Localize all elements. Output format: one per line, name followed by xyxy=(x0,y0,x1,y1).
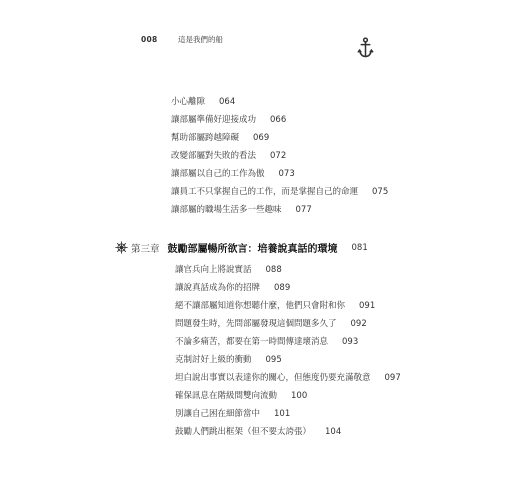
toc-entry-title: 別讓自己困在細節當中 xyxy=(175,409,261,419)
toc-entry-page: 092 xyxy=(350,319,367,329)
toc-entry-title: 讓說真話成為你的招牌 xyxy=(175,283,261,293)
toc-entry-page: 072 xyxy=(270,151,287,161)
toc-entry xyxy=(171,167,295,179)
toc-entry-title: 確保訊息在階級間雙向流動 xyxy=(175,391,278,401)
toc-entry xyxy=(175,335,358,347)
toc-entry-title: 讓部屬以自己的工作為傲 xyxy=(171,169,265,179)
toc-entry-title: 坦白說出事實以表達你的關心，但態度仍要充滿敬意 xyxy=(175,373,371,383)
toc-entry-page: 097 xyxy=(384,373,401,383)
toc-entry xyxy=(171,203,312,215)
toc-entry-page: 100 xyxy=(291,391,308,401)
toc-entry-title: 小心離隙 xyxy=(171,97,206,107)
toc-entry-page: 091 xyxy=(359,301,376,311)
toc-entry-title: 讓官兵向上將說實話 xyxy=(175,265,252,275)
toc-entry-title: 問題發生時，先問部屬發現這個問題多久了 xyxy=(175,319,337,329)
toc-entry xyxy=(175,353,282,365)
chapter-page: 081 xyxy=(351,242,368,253)
anchor-icon xyxy=(357,37,374,59)
toc-entry xyxy=(175,389,307,401)
toc-entry-page: 069 xyxy=(253,133,270,143)
toc-entry-page: 077 xyxy=(295,205,312,215)
toc-entry-page: 066 xyxy=(270,115,287,125)
toc-entry-title: 讓部屬準備好迎接成功 xyxy=(171,115,257,125)
toc-entry-title: 絕不讓部屬知道你想聽什麼，他們只會附和你 xyxy=(175,301,346,311)
chapter-heading xyxy=(115,240,368,255)
toc-entry-page: 104 xyxy=(325,427,342,437)
toc-entry xyxy=(175,281,290,293)
toc-entry-page: 089 xyxy=(274,283,291,293)
toc-entry-page: 088 xyxy=(265,265,282,275)
toc-entry-page: 095 xyxy=(265,355,282,365)
toc-entry-title: 讓員工不只掌握自己的工作，而是掌握自己的命運 xyxy=(171,187,359,197)
toc-entry xyxy=(175,371,401,383)
toc-entry-title: 克制討好上級的衝動 xyxy=(175,355,252,365)
toc-entry xyxy=(175,407,290,419)
toc-entry xyxy=(175,425,341,437)
page-number: 008 xyxy=(141,35,158,44)
toc-entry-page: 093 xyxy=(342,337,359,347)
chapter-title: 鼓勵部屬暢所欲言：培養說真話的環境 xyxy=(167,244,338,255)
toc-entry-page: 101 xyxy=(274,409,291,419)
toc-entry-title: 鼓勵人們跳出框架（但不要太誇張） xyxy=(175,427,312,437)
toc-entry xyxy=(175,299,375,311)
toc-entry xyxy=(171,95,235,107)
toc-entry xyxy=(171,185,388,197)
toc-entry xyxy=(171,131,269,143)
book-title: 這是我們的船 xyxy=(177,35,223,44)
toc-entry xyxy=(171,149,286,161)
toc-entry-title: 不論多痛苦，都要在第一時間傳達壞消息 xyxy=(175,337,329,347)
toc-entry-page: 064 xyxy=(219,97,236,107)
toc-entry xyxy=(171,113,286,125)
toc-entry xyxy=(175,317,367,329)
page-header xyxy=(141,34,223,45)
toc-entry-title: 改變部屬對失敗的看法 xyxy=(171,151,257,161)
toc-entry-page: 075 xyxy=(372,187,389,197)
toc-entry-title: 讓部屬的職場生活多一些趣味 xyxy=(171,205,282,215)
ship-wheel-icon xyxy=(115,241,128,254)
toc-entry xyxy=(175,263,282,275)
chapter-label: 第三章 xyxy=(131,243,160,255)
toc-entry-title: 幫助部屬跨越障礙 xyxy=(171,133,240,143)
toc-entry-page: 073 xyxy=(278,169,295,179)
